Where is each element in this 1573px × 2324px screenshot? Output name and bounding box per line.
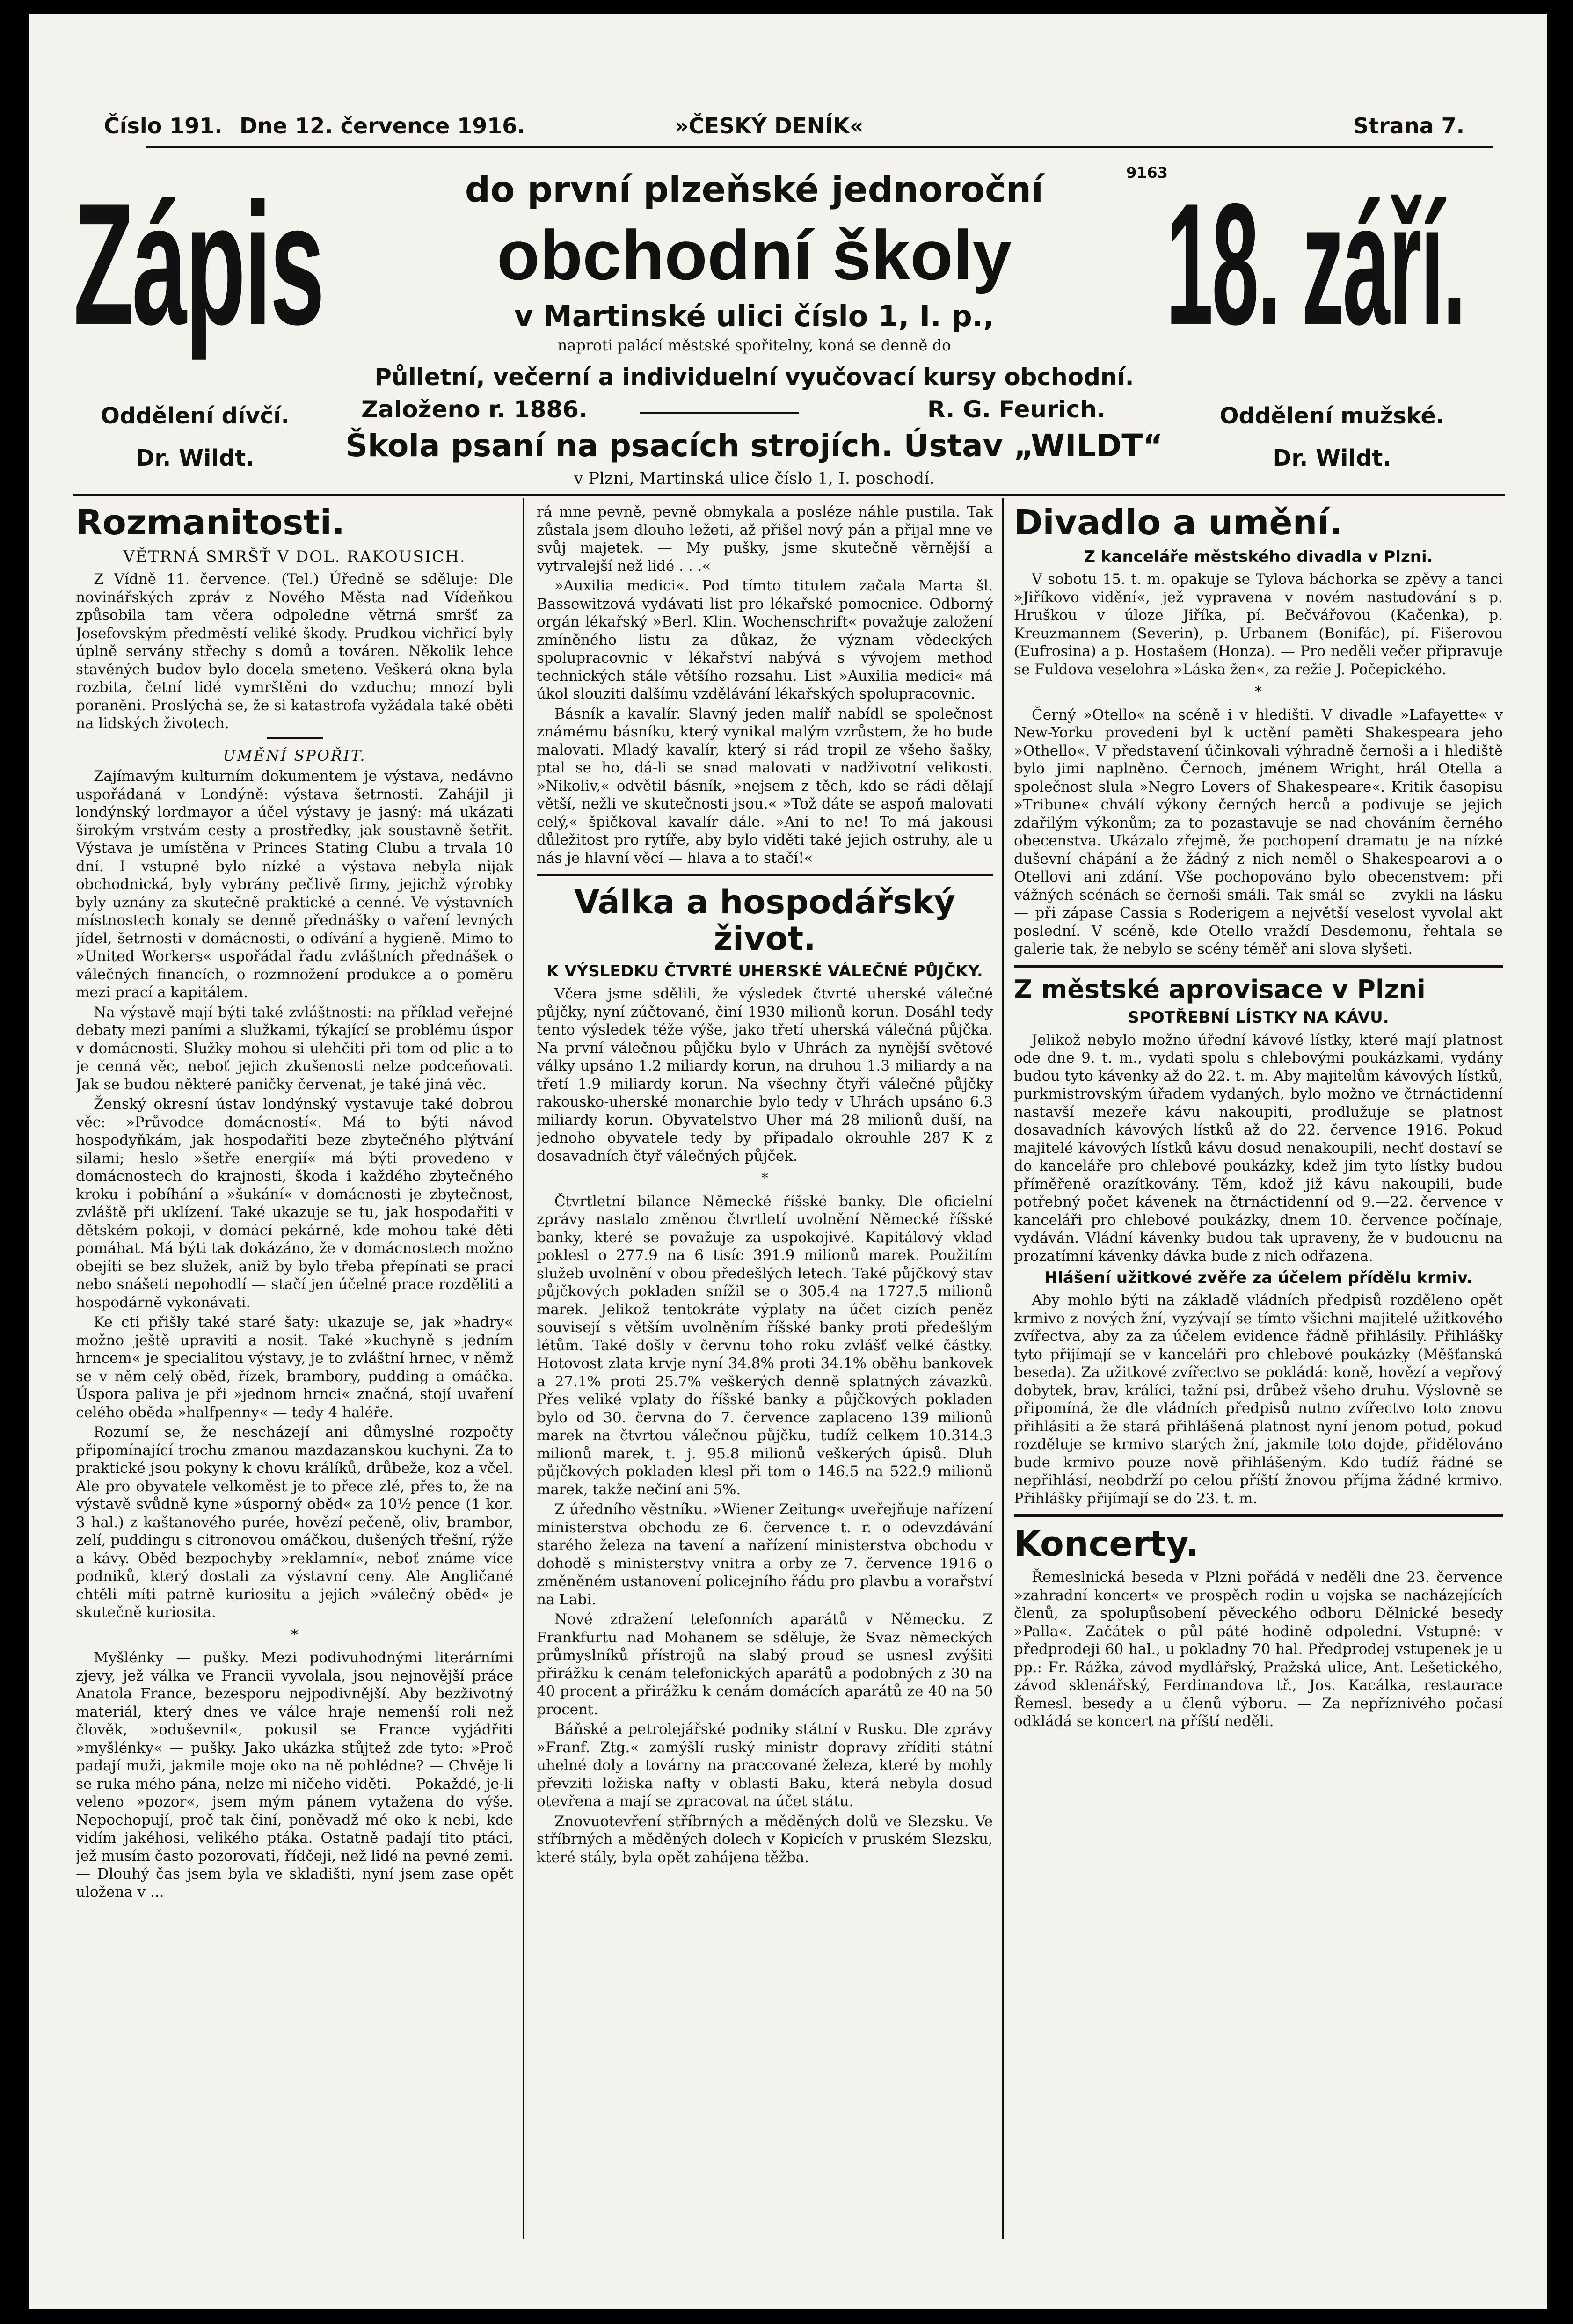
ad-line4: naproti palácí městské spořitelny, koná se denně do (557, 336, 951, 354)
ad-number: 9163 (1126, 164, 1168, 182)
poet-text: Básník a kavalír. Slavný jeden malíř nabídl se společnost známému básníku, který vynikal malým vzrůstem, že ho bude malovati. Mladý kavalír, který si rád tropil ze všeho šašky, ptal se ho, dá-li se snad malovati v nadživotní velikosti. »Nikoliv,« odvětil básník, »nejsem z těch, kdo se rádi dělají větší, nežli ve skutečnosti jsou.« »Tož dáte se aspoň malovati celý,« špičkoval kavalír dále. »Ani to ne! To má jakousi důležitost pro rytíře, aby bylo viděti také jejich ostruhy, ale u nás je hlavní věcí — hlava a to stačí!« (537, 705, 993, 867)
ad-line8: v Plzni, Martinská ulice číslo 1, I. poschodí. (574, 469, 935, 488)
ad-right-dept: Oddělení mužské. (1219, 403, 1445, 429)
storm-text: Z Vídně 11. července. (Tel.) Úředně se sděluje: Dle novinářských zpráv z Nového Města nad Vídeňkou způsobila tam včera odpoledne větrná smršť za Josefovským předměstí veliké škody. Prudkou vichřicí byly úplně servány střechy s domů a továren. Několik lehce stavěných budov bylo docela smeteno. Veškerá okna byla rozbita, četní lidé vymrštěni do vzduchu; mnozí byli poraněni. Proslýchá se, že si katastrofa vyžádala také oběti na lidských životech. (76, 571, 513, 732)
column-2 (537, 503, 993, 2244)
ad-left-dept: Oddělení dívčí. (101, 403, 290, 429)
issue-number: Číslo 191. (104, 113, 223, 138)
coffee-text: Jelikož nebylo možno úřední kávové lístky, které mají platnost ode dne 9. t. m., vydati spolu s chlebovými poukázkami, vydány budou tyto kávenky až do 22. t. m. Aby majitelům kávových lístků, purkmistrovským úřadem vydaných, bylo možno ve čtrnáctidenní nastavší mezeře kávu nakoupiti, prodlužuje se platnost dosavadních kávových lístků až do 22. července 1916. Pokud majitelé kávových lístků kávu dosud nenakoupili, nechť dostaví se do kanceláře pro chlebové poukázky, kdež jim tyto lístky budou příměřeně orazítkovány. Těm, kdož již kávu nakoupili, bude potřebný počet kávenek na čtrnáctidenní od 9.—22. července v kanceláři pro chlebové poukázky, dnem 10. července počínaje, vydáván. Vládní kávenky budou tak upraveny, že v budoucnu na prozatímní kávenky dávka bude z nich odřazena. (1014, 1031, 1503, 1265)
ad-line1: do první plzeňské jednoroční (465, 168, 1044, 210)
saving-text-1: Zajímavým kulturním dokumentem je výstava, nedávno uspořádaná v Londýně: výstava šetrnosti. Zahájil ji londýnský lordmayor a účel výstavy je jasný: má ukázati širokým vrstvám cesty a prostředky, jak soustavně šetřit. Výstava je umístěna v Princes Stating Clubu a trvala 10 dní. I vstupné bylo nízké a výstava nebyla nijak obchodnická, byly vybrány pečlivě firmy, jejichž výrobky byly uznány za skutečně praktické a cenné. Ve výstavních místnostech konaly se denně přednášky o vaření levných jídel, šetrnosti v domácnosti, o odívání a hygieně. Mimo to »United Workers« uspořádal řadu zvláštních přednášek o válečných financích, o rozmnožení produkce a o poměru mezi prací a kapitálem. (76, 768, 513, 1001)
gazette-text: Z úředního věstníku. »Wiener Zeitung« uveřejňuje nařízení ministerstva obchodu ze 6. července t. r. o odevzdávání starého železa na tavení a nařízení ministerstva obchodu v dohodě s ministerstvy vnitra a orby ze 7. července 1916 o změněném ustanovení policejního řádu pro plavbu a vorařství na Labi. (537, 1501, 993, 1608)
page-number: Strana 7. (1353, 113, 1465, 138)
rozmanitosti-heading: Rozmanitosti. (76, 503, 345, 543)
saving-subheading: UMĚNÍ SPOŘIT. (223, 746, 366, 765)
war-economy-heading: Válka a hospodářský život. (574, 883, 955, 958)
column-3 (1014, 503, 1503, 2244)
ad-line3: v Martinské ulici číslo 1, I. p., (514, 299, 994, 333)
column-divider-2 (1002, 498, 1004, 2239)
othello-text: Černý »Otello« na scéně i v hledišti. V divadle »Lafayette« v New-Yorku provedeni byl k uctění paměti Shakespeara jeho »Othello«. V představení účinkovali výhradně černoši a i hlediště bylo jimi naplněno. Černoch, jménem Wright, hrál Otella a společnost slula »Negro Lovers of Shakespeare«. Kritik časopisu »Tribune« chválí výkony černých herců a podivuje se jejich zdařilým výkonům; za to pozastavuje se nad chováním černého obecenstva. Ukázalo zřejmě, že pochopení dramatu je na nízké duševní chápání a že žádný z nich neměl o Shakespearovi a o Otellovi ani zdání. Vše pochopováno bylo obecenstvem: při vážných scénách se černoši smáli. Tak smál se — zvykli na lásku — při zápase Cassia s Roderigem a největší veselost vyvolal akt poslední. V scéně, kde Otello vraždí Desdemonu, řehtala se galerie tak, že nebylo se scény téměř ani slova slyšeti. (1014, 706, 1503, 957)
muskets-text: Myšlénky — pušky. Mezi podivuhodnými literárními zjevy, jež válka ve Francii vyvolala, jsou nejnovější práce Anatola France, bezesporu nejpodivnější. Aby bezživotný materiál, který dnes ve válce hraje nemenší roli než člověk, »oduševnil«, pokusil se France vyjádřiti »myšlénky« — pušky. Jako ukázka stůjtež zde tyto: »Proč padají muži, jakmile moje oko na ně pohlédne? — Chvěje li se ruka mého pána, nelze mi ničeho viděti. — Pokaždé, je-li veleno »pozor«, jsem mým pánem vytažena do výše. Nepochopují, proč tak činí, poněvadž mé oko k nebi, kde vidím jakéhosi, velikého ptáka. Ostatně padají tito ptáci, jež musím často pozorovati, řídčeji, než lidé na pevné zemi. — Dlouhý čas jsem byla ve skladišti, nyní jsem zase opět uložena v ... (76, 1649, 513, 1901)
ad-left-dir: Dr. Wildt. (136, 445, 255, 471)
paper-name: »ČESKÝ DENÍK« (675, 113, 864, 138)
coffee-subheading: SPOTŘEBNÍ LÍSTKY NA KÁVU. (1128, 1008, 1389, 1027)
column-1 (76, 503, 513, 2244)
column-divider-1 (523, 498, 524, 2239)
ad-left-big: Zápis (73, 168, 323, 361)
saving-text-4: Ke cti přišly také staré šaty: ukazuje se, jak »hadry« možno ještě upraviti a nosit. Také »kuchyně s jedním hrncem« je specialitou výstavy, je to zvláštní hrnec, v němž se v něm celý oběd, řízek, brambory, pudding a omáčka. Úspora paliva je při »jednom hrnci« značná, stojí uvaření celého oběda »halfpenny« — tedy 4 haléře. (76, 1314, 513, 1421)
livestock-text: Aby mohlo býti na základě vládních předpisů rozděleno opět krmivo z nových žní, vyzývají se tímto všichni majitelé užitkového zvířectva, aby za za účelem evidence řádně přihlásily. Přihlášky tyto přijímají se v kanceláři pro chlebové poukázky (Měšťanská beseda). Za užitkové zvířectvo se pokládá: koně, hovězí a vepřový dobytek, brav, králíci, tažní psi, drůbež všeho druhu. Výslovně se připomíná, že dle vládních předpisů nutno zvířectvo toto znovu přihlásiti a že stará přihlášená platnost nyní jenom potud, pokud rozděluje se krmivo starých žní, jakmile toto dojde, přidělováno bude krmivo pouze nově přihlášeným. Kdo tudíž řádné se nepřihlásí, neobdrží po celou příští žnovou příjma žádné krmivo. Přihlášky přijímají se do 23. t. m. (1014, 1292, 1503, 1507)
silesia-mines-text: Znovuotevření stříbrných a měděných dolů ve Slezsku. Ve stříbrných a měděných dolech v Kopicích v pruském Slezsku, které stály, byla opět zahájena těžba. (537, 1813, 993, 1866)
ad-dash (640, 412, 799, 414)
newspaper-page (29, 14, 1547, 2309)
ad-line2: obchodní školy (496, 216, 1012, 294)
theatre-text: V sobotu 15. t. m. opakuje se Tylova báchorka se zpěvy a tanci »Jiříkovo vidění«, jež vypravena v novém nastudování s p. Hruškou v úloze Jiříka, pí. Bečvářovou (Kačenka), p. Kreuzmannem (Severin), p. Urbanem (Bonifác), pí. Fišerovou (Eufrosina) a p. Hostašem (Honza). — Pro neděli večer připravuje se Fuldova veselohra »Láska žen«, za režie J. Počepického. (1014, 571, 1503, 678)
ad-founder: R. G. Feurich. (927, 396, 1106, 423)
ad-line7: Škola psaní na psacích strojích. Ústav „WILDT“ (345, 428, 1163, 464)
saving-text-5: Rozumí se, že nescházejí ani důmyslné rozpočty připomínající trochu zmanou mazdazanskou kuchyni. Za to praktické jsou pokyny k chovu králíků, drůbeže, koz a včel. Ale pro obyvatele velkoměst je to přece zlé, přes to, že na výstavě svůdně kyne »úsporný oběd« za 10½ pence (1 kor. 3 hal.) z kaštanového purée, hovězí pečeně, oliv, brambor, zelí, puddingu s citronovou omáčkou, dušených třešní, rýže a kávy. Oběd bezpochyby »reklamní«, neboť známe více podniků, který dostali za výstavní ceny. Ale Angličané chtěli míti patrně kuriositu a jejich »válečný oběd« je skutečně kuriosita. (76, 1424, 513, 1621)
provisioning-heading: Z městské aprovisace v Plzni (1014, 974, 1426, 1004)
section-rule (1014, 965, 1503, 968)
ad-line5: Půlletní, večerní a individuelní vyučovací kursy obchodní. (374, 364, 1134, 391)
star-divider: * (761, 1170, 768, 1187)
bank-text: Čtvrtletní bilance Německé říšské banky. Dle oficielní zprávy nastalo změnou čtvrtletí uvolnění Německé říšské banky, které se považuje za uspokojivé. Kapitálový vklad poklesl o 277.9 na 6 tisíc 391.9 milionů marek. Použitím služeb uvolnění v obou předešlých letech. Také půjčkový stav půjčkových pokladen snížil se o 305.4 na 1727.5 milionů marek. Jelikož tentokráte výplaty na účet cizích peněz souvisejí s větším uvolněním říšské banky proti předešlým létům. Také došly v červnu toho roku zvlášť velké částky. Hotovost zlata krvje nyní 34.8% proti 34.1% oběhu bankovek a 27.1% proti 25.7% veškerých denně splatných závazků. Přes veliké vplaty do říšské banky a půjčkových pokladen bylo od 30. června do 7. července zaplaceno 139 milionů marek na čtvrtou válečnou půjčku, tudíž celkem 10.314.3 milionů marek, t. j. 95.8 milionů veškerých úpisů. Dluh půjčkových pokladen klesl při tom o 146.5 na 522.9 milionů marek, takže nečiní ani 5%. (537, 1193, 993, 1498)
ad-right-dir: Dr. Wildt. (1273, 445, 1391, 471)
muskets-continued: rá mne pevně, pevně obmykala a posléze náhle pustila. Tak zůstala jsem dlouho ležeti, až přišel nový pán a přijal mne ve svůj majetek. — My pušky, jsme skutečně věrnější a vytrvalejší než lidé . . .« (537, 503, 993, 575)
section-rule (537, 874, 993, 876)
russia-mines-text: Báňské a petrolejářské podniky státní v Rusku. Dle zprávy »Franf. Ztg.« zamýšlí ruský ministr dopravy zříditi státní uhelné doly a továrny na praccované železa, které by mohly převziti ložiska nafty v oblasti Baku, která nebyla dosud otevřena a mají se zpracovat na účet státu. (537, 1721, 993, 1810)
theatre-heading: Divadlo a umění. (1014, 503, 1342, 543)
saving-text-3: Ženský okresní ústav londýnský vystavuje také dobrou věc: »Průvodce domácností«. Má to býti návod hospodyňkám, jak hospodařiti beze zbytečného plýtvání silami; heslo »šetře energií« má býti provedeno v domácnostech do krajnosti, škoda i každého zbytečného kroku i pobíhání a »šukání« v domácnosti je zbytečnost, zvláště při uklízení. Také ukazuje se tu, jak hospodařiti v dětském pokoji, v domácí pekárně, kde mohou také děti pomáhat. Má býti tak dokázáno, že v domácnostech možno obejíti se bez služek, aniž by bylo třeba přepínati se prací nebo snášeti nepohodlí — stačí jen účelné prace rozděliti a hospodárně vykonávati. (76, 1096, 513, 1311)
star-divider: * (1255, 684, 1262, 700)
storm-subheading: VĚTRNÁ SMRŠŤ V DOL. RAKOUSICH. (123, 547, 466, 566)
ad-founded: Založeno r. 1886. (361, 396, 588, 423)
concerts-heading: Koncerty. (1014, 1524, 1199, 1564)
livestock-subheading: Hlášení užitkové zvěře za účelem přídělu krmiv. (1044, 1268, 1473, 1287)
auxilia-text: »Auxilia medici«. Pod tímto titulem začala Marta šl. Bassewitzová vydávati list pro lékařské pomocnice. Odborný orgán lékařský »Berl. Klin. Wochenschrift« považuje založení zmíněného listu za důkaz, že význam vědeckých spolupracovnic v lékařství nabývá s vývojem method technických stále většího rozsahu. List »Auxilia medici« má úkol slouziti dalšímu vzdělávání lékařských spolupracovnic. (537, 577, 993, 702)
header-rule (146, 146, 1493, 148)
concert-text: Řemeslnická beseda v Plzni pořádá v neděli dne 23. července »zahradní koncert« ve prospěch rodin u vojska se nacházejících členů, za spolupůsobení pěveckého odboru Dělnické besedy »Palla«. Začátek o půl páté hodině odpolední. Vstupné: v předprodeji 60 hal., u pokladny 70 hal. Předprodej vstupenek je u pp.: Fr. Rážka, závod mydlářský, Pražská ulice, Ant. Lešetického, závod sklenářský, Ferdinandova tř., Jos. Kacálka, restaurace Řemesl. besedy a u členů výboru. — Za nepříznivého počasí odkládá se koncert na příští neděli. (1014, 1569, 1503, 1730)
section-rule (1014, 1514, 1503, 1517)
short-rule (267, 737, 323, 739)
loan-text: Včera jsme sdělili, že výsledek čtvrté uherské válečné půjčky, nyní zúčtované, činí 1930 milionů korun. Dosáhl tedy tento výsledek téže výše, jako třetí uherská válečná půjčka. Na první válečnou půjčku bylo v Uhrách za nynější světové války upsáno 1.2 miliardy korun, na druhou 1.3 miliardy a na třetí 1.9 miliardy korun. Na všechny čtyři válečné půjčky rakousko-uherské monarchie bylo tedy v Uhrách upsáno 6.3 miliardy korun. Obyvatelstvo Uher má 28 milionů duší, na jednoho obyvatele tedy by připadalo okrouhle 287 K z dosavadních čtyř válečných půjček. (537, 985, 993, 1165)
saving-text-2: Na výstavě mají býti také zvláštnosti: na příklad veřejné debaty mezi paními a služkami, týkající se problému úspor v domácnosti. Služky mohou si ulehčiti při tom od plic a to je cenná věc, neboť jejich zkušenosti nelze podceňovati. Jak se budou některé paničky červenat, je také jiná věc. (76, 1004, 513, 1093)
star-divider: * (291, 1626, 298, 1643)
loan-subheading: K VÝSLEDKU ČTVRTÉ UHERSKÉ VÁLEČNÉ PŮJČKY. (546, 962, 983, 981)
theatre-subheading: Z kanceláře městského divadla v Plzni. (1084, 547, 1433, 566)
issue-date: Dne 12. července 1916. (240, 113, 525, 138)
ad-right-big: 18. září. (1166, 168, 1465, 361)
telephone-text: Nové zdražení telefonních aparátů v Německu. Z Frankfurtu nad Mohanem se sděluje, že Svaz německých průmyslníků přístrojů na slabý proud se usnesl zvýšiti přirážku k cenám telefonických aparátů a podobných z 30 na 40 procent a přirážku k cenám domácích aparátů ze 40 na 50 procent. (537, 1611, 993, 1718)
ad-bottom-rule (73, 494, 1505, 496)
